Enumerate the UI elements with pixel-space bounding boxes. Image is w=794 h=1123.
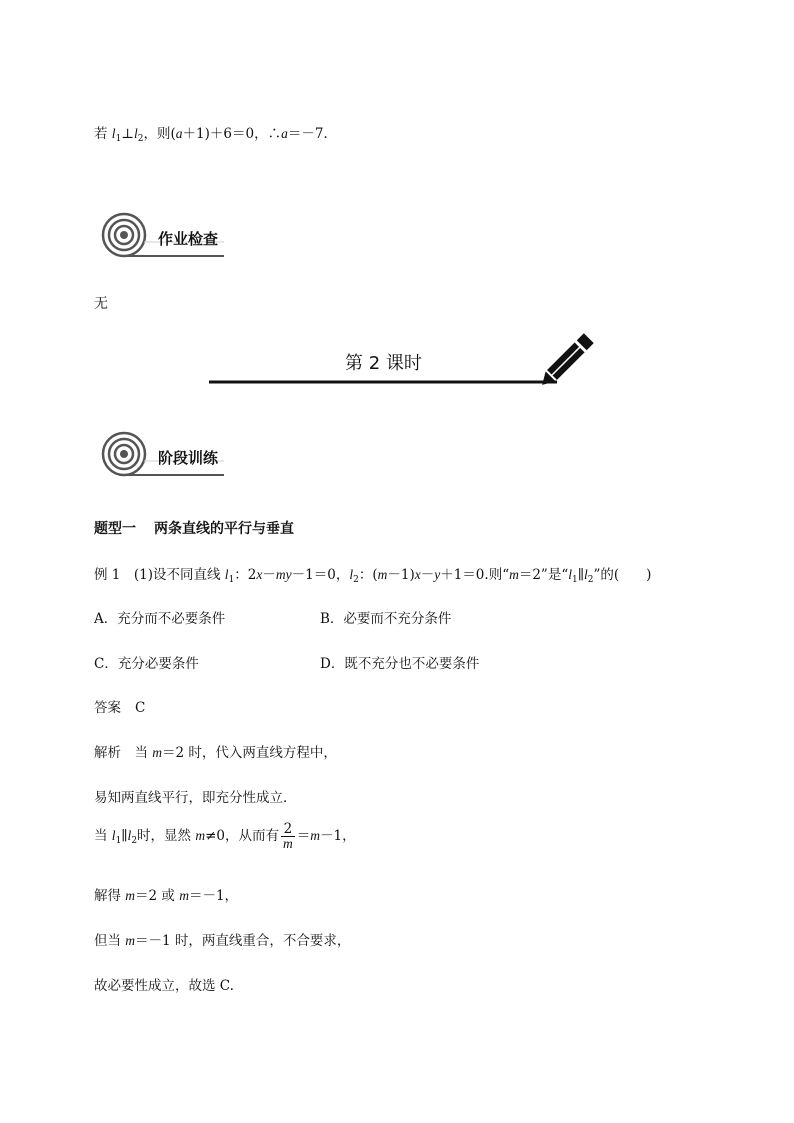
example-question [94, 563, 651, 585]
text: ＝－1 时，两直线重合，不合要求， [135, 933, 351, 949]
text: 解得 [94, 888, 126, 904]
solution-line-5 [94, 929, 350, 949]
var-l: l [349, 567, 354, 582]
subscript: 1 [572, 575, 578, 585]
text: － [262, 567, 276, 583]
subscript: 1 [115, 134, 122, 144]
var-m: m [125, 933, 136, 948]
text: ＋1)＋6＝0，∴ [182, 126, 282, 142]
var-m: m [310, 828, 320, 844]
text: ＝2 或 [135, 888, 180, 904]
section-header-homework-check [98, 212, 228, 260]
answer-line [94, 696, 145, 716]
answer-value: C [135, 700, 146, 716]
text: ”的( ) [593, 567, 652, 583]
section-title: 阶段训练 [158, 449, 219, 467]
var-x: x [256, 567, 263, 582]
section-header-stage-training [98, 431, 228, 479]
text: ：2 [234, 567, 257, 583]
text: －1＝0， [291, 567, 350, 583]
subscript: 2 [353, 575, 359, 585]
text: 若 [94, 126, 108, 142]
top-formula-line [94, 122, 328, 144]
text: ＝ [296, 828, 311, 845]
text: － [420, 567, 435, 583]
lesson-banner [207, 332, 597, 392]
text: 当 [94, 828, 112, 845]
text: －1， [320, 828, 356, 845]
subscript: 2 [137, 134, 144, 144]
var-l: l [127, 828, 132, 844]
text: ，则( [143, 126, 176, 142]
topic-heading [94, 518, 294, 538]
var-l: l [584, 567, 588, 582]
parallel-symbol: ∥ [577, 567, 584, 583]
option-d: D．既不充分也不必要条件 [320, 656, 480, 672]
text: ＝2”是“ [518, 567, 569, 583]
var-y: y [434, 567, 441, 582]
fraction-numerator: 2 [281, 822, 295, 837]
subscript: 1 [228, 575, 235, 585]
text: ＝－7. [287, 126, 328, 142]
var-l: l [111, 828, 116, 844]
var-m: m [195, 828, 206, 844]
fraction [281, 822, 295, 851]
solution-line-1 [94, 741, 337, 761]
lesson-title: 第 2 课时 [345, 353, 422, 374]
var-l: l [224, 567, 229, 582]
subscript: 2 [131, 836, 138, 847]
solution-line-4 [94, 884, 238, 904]
var-my: my [275, 567, 292, 582]
answer-label: 答案 [94, 700, 121, 716]
text: 解析 当 [94, 745, 153, 761]
solution-line-3 [94, 822, 356, 851]
topic-label: 题型一 [94, 521, 136, 537]
var-a: a [281, 126, 288, 141]
option-c: C．充分必要条件 [94, 656, 199, 672]
var-m: m [509, 567, 519, 582]
text: ＝2 时，代入两直线方程中， [162, 745, 337, 761]
text: 例 1 (1)设不同直线 [94, 567, 225, 583]
var-x: x [414, 567, 421, 582]
text: ＋1＝0.则“ [440, 567, 510, 583]
solution-line-6: 故必要性成立，故选 C. [94, 978, 234, 994]
text: ≠0，从而有 [205, 828, 279, 845]
var-l: l [111, 126, 116, 141]
var-l: l [134, 126, 138, 141]
subscript: 2 [587, 575, 594, 585]
text: 但当 [94, 933, 126, 949]
parallel-symbol: ∥ [121, 828, 128, 845]
option-a: A．充分而不必要条件 [94, 611, 226, 627]
perp-symbol: ⊥ [121, 126, 134, 142]
var-a: a [175, 126, 183, 141]
text: －1) [387, 567, 415, 583]
var-m: m [125, 888, 136, 903]
text: ＝－1， [188, 888, 239, 904]
topic-title: 两条直线的平行与垂直 [154, 521, 294, 537]
homework-body: 无 [94, 296, 108, 312]
solution-line-2: 易知两直线平行，即充分性成立． [94, 790, 297, 806]
pencil-icon [207, 332, 597, 392]
fraction-denominator: m [283, 836, 293, 852]
var-l: l [568, 567, 573, 582]
option-b: B．必要而不充分条件 [320, 611, 452, 627]
text: ：( [358, 567, 378, 583]
text: 时，显然 [137, 828, 196, 845]
var-m: m [179, 888, 189, 903]
var-m: m [152, 745, 163, 760]
var-m: m [377, 567, 388, 582]
subscript: 1 [115, 836, 122, 847]
section-title: 作业检查 [158, 230, 219, 248]
